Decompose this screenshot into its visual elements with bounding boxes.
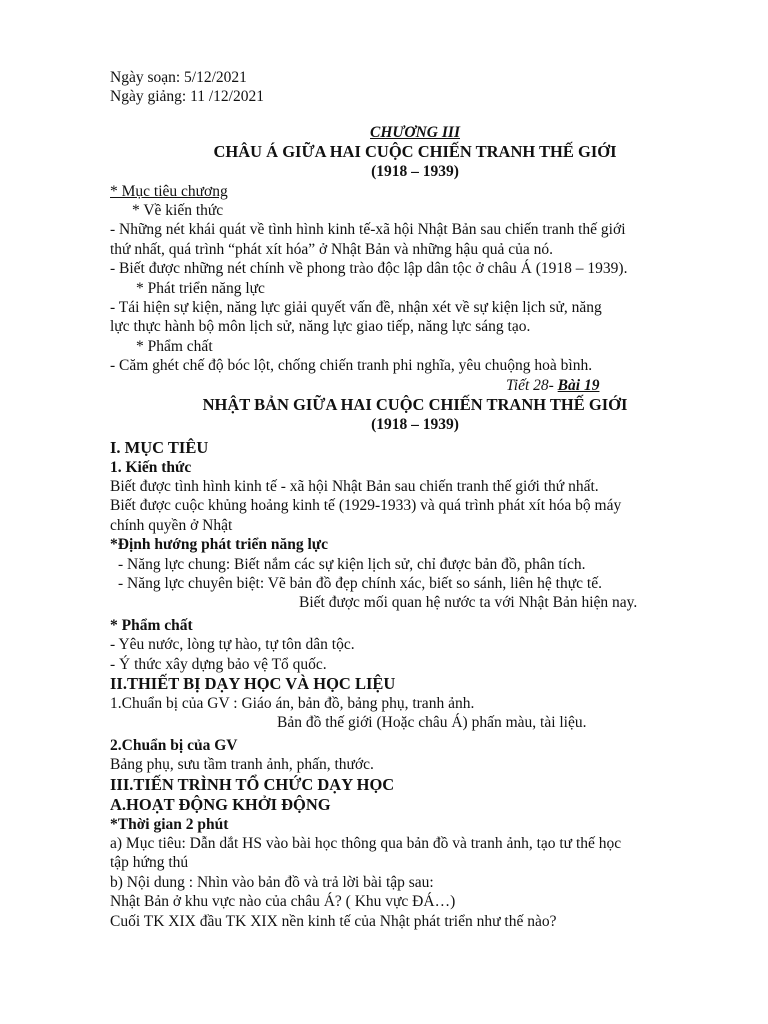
chapter-knowledge-1b: thứ nhất, quá trình “phát xít hóa” ở Nhật Bản và những hậu quả của nó. (110, 240, 553, 258)
chapter-ability-1a: - Tái hiện sự kiện, năng lực giải quyết vấn đề, nhận xét về sự kiện lịch sử, năng (110, 299, 602, 317)
objectives-knowledge-2b: chính quyền ở Nhật (110, 516, 233, 534)
process-goal-a: a) Mục tiêu: Dẫn dắt HS vào bài học thông qua bản đồ và tranh ảnh, tạo tư thế học (110, 835, 622, 852)
equipment-teacher-2: Bản đồ thế giới (Hoặc châu Á) phấn màu, tài liệu. (277, 714, 587, 732)
objectives-ability-1: - Năng lực chung: Biết nắm các sự kiện lịch sử, chỉ được bản đồ, phân tích. (118, 555, 586, 573)
process-heading: III.TIẾN TRÌNH TỔ CHỨC DẠY HỌC (110, 774, 395, 794)
objectives-knowledge-2a: Biết được cuộc khủng hoảng kinh tế (1929-1933) và quá trình phát xít hóa bộ máy (110, 497, 622, 515)
equipment-teacher-1: 1.Chuẩn bị của GV : Giáo án, bản đồ, bảng phụ, tranh ảnh. (110, 694, 475, 712)
objectives-knowledge-1: Biết được tình hình kinh tế - xã hội Nhật Bản sau chiến tranh thế giới thứ nhất. (110, 477, 599, 495)
chapter-knowledge-2: - Biết được những nét chính về phong trào độc lập dân tộc ở châu Á (1918 – 1939). (110, 260, 628, 278)
date-prepared: Ngày soạn: 5/12/2021 (110, 69, 247, 86)
lesson-period (110, 376, 720, 395)
chapter-quality-1: - Căm ghét chế độ bóc lột, chống chiến tranh phi nghĩa, yêu chuộng hoà bình. (110, 357, 593, 375)
chapter-knowledge-1a: - Những nét khái quát về tình hình kinh tế-xã hội Nhật Bản sau chiến tranh thế giới (110, 221, 626, 239)
chapter-goals-heading: * Mục tiêu chương (110, 182, 228, 200)
objectives-quality-2: - Ý thức xây dựng bảo vệ Tổ quốc. (110, 655, 327, 673)
objectives-quality-1: - Yêu nước, lòng tự hào, tự tôn dân tộc. (110, 636, 355, 654)
chapter-quality-heading: * Phẩm chất (136, 337, 213, 355)
objectives-quality-heading: * Phẩm chất (110, 616, 193, 634)
chapter-ability-heading: * Phát triển năng lực (136, 279, 265, 297)
chapter-ability-1b: lực thực hành bộ môn lịch sử, năng lực giao tiếp, năng lực sáng tạo. (110, 318, 531, 336)
document-page (110, 68, 720, 931)
process-question-1: Nhật Bản ở khu vực nào của châu Á? ( Khu vực ĐÁ…) (110, 893, 456, 911)
lesson-title: NHẬT BẢN GIỮA HAI CUỘC CHIẾN TRANH THẾ GIỚI (202, 395, 628, 415)
process-question-2: Cuối TK XIX đầu TK XIX nền kinh tế của Nhật phát triển như thế nào? (110, 912, 557, 930)
objectives-knowledge-heading: 1. Kiến thức (110, 458, 192, 476)
chapter-label: CHƯƠNG III (370, 123, 460, 141)
process-content: b) Nội dung : Nhìn vào bản đồ và trả lời bài tập sau: (110, 873, 434, 891)
lesson-number: Bài 19 (557, 376, 600, 394)
lesson-years: (1918 – 1939) (371, 416, 459, 434)
objectives-ability-heading: *Định hướng phát triển năng lực (110, 536, 328, 554)
objectives-ability-3: Biết được mối quan hệ nước ta với Nhật Bản hiện nay. (299, 594, 638, 612)
chapter-years: (1918 – 1939) (371, 163, 459, 181)
lesson-period-label: Tiết 28- (506, 376, 558, 394)
process-activity-heading: A.HOẠT ĐỘNG KHỞI ĐỘNG (110, 794, 331, 814)
date-taught: Ngày giảng: 11 /12/2021 (110, 88, 264, 106)
objectives-ability-2: - Năng lực chuyên biệt: Vẽ bản đồ đẹp chính xác, biết so sánh, liên hệ thực tế. (118, 574, 602, 592)
objectives-heading: I. MỤC TIÊU (110, 437, 209, 457)
process-time: *Thời gian 2 phút (110, 815, 229, 833)
process-goal-b: tập hứng thú (110, 854, 189, 872)
equipment-student-1: Bảng phụ, sưu tầm tranh ảnh, phấn, thước. (110, 756, 374, 774)
chapter-title: CHÂU Á GIỮA HAI CUỘC CHIẾN TRANH THẾ GIỚI (213, 142, 617, 162)
equipment-student-heading: 2.Chuẩn bị của GV (110, 736, 238, 754)
chapter-knowledge-heading: * Về kiến thức (132, 202, 224, 220)
equipment-heading: II.THIẾT BỊ DẠY HỌC VÀ HỌC LIỆU (110, 673, 396, 693)
